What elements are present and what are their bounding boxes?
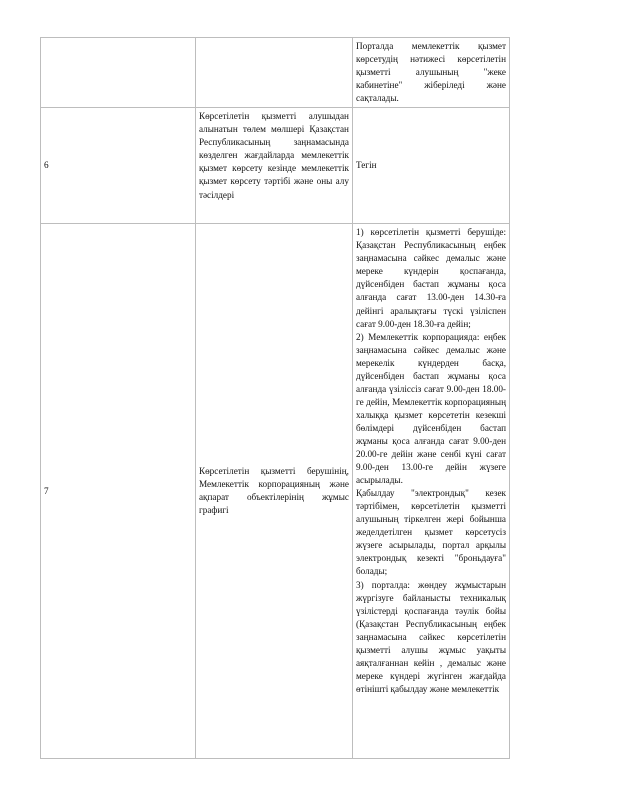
- row-name-cell: Көрсетілетін қызметті берушінің, Мемлекеттік корпорацияның және ақпарат объектілерінің жұмыс графигі: [195, 224, 352, 759]
- table-row: [41, 108, 510, 224]
- row-number-cell: 7: [41, 224, 196, 759]
- row-number-cell: 6: [41, 108, 196, 224]
- row-value-cell: 1) көрсетілетін қызметті берушіде: Қазақстан Республикасының еңбек заңнамасына сәйкес демалыс және мереке күндерін қоспағанда, дүйсенбіден бастап жұманы қоса алғанда сағат 13.00-ден 14.30-ға дейінгі аралықтағы түскі үзіліспен сағат 9.00-ден 18.30-ға дейін; 2) Мемлекеттік корпорацияда: еңбек заңнамасына сәйкес демалыс және мерекелік күндерден басқа, дүйсенбіден бастап жұманы қоса алғанда үзіліссіз сағат 9.00-ден 18.00-ге дейін, Мемлекеттік корпорацияның халыққа қызмет көрсететін кезекші бөлімдері дүйсенбіден бастап жұманы қоса алғанда сағат 9.00-ден 20.00-ге дейін және сенбі күні сағат 9.00-ден 13.00-ге дейін жүзеге асырылады. Қабылдау "электрондық" кезек тәртібімен, көрсетілетін қызметті алушының тіркелген жері бойынша жеделдетілген қызмет көрсетусіз жүзеге асырылады, портал арқылы электрондық кезекті "броньдауға" болады; 3) порталда: жөндеу жұмыстарын жүргізуге байланысты техникалық үзілістерді қоспағанда тәулік бойы (Қазақстан Республикасының еңбек заңнамасына сәйкес көрсетілетін қызметті алушы жұмыс уақыты аяқталғаннан кейін , демалыс және мереке күндері жүгінген жағдайда өтінішті қабылдау және мемлекеттік: [352, 224, 509, 759]
- table-row: [41, 224, 510, 759]
- row-name-cell: Көрсетілетін қызметті алушыдан алынатын төлем мөлшері Қазақстан Республикасының заңнамасында көзделген жағдайларда мемлекеттік қызмет көрсету кезінде мемлекеттік қызмет көрсету тәртібі және оны алу тәсілдері: [195, 108, 352, 224]
- row-number-cell: [41, 38, 196, 108]
- table-row: [41, 38, 510, 108]
- row-value-cell: Тегін: [352, 108, 509, 224]
- services-standard-table: [40, 37, 510, 759]
- row-value-cell: Порталда мемлекеттік қызмет көрсетудің нәтижесі көрсетілетін қызметті алушының "жеке кабинетіне" жіберіледі және сақталады.: [352, 38, 509, 108]
- row-name-cell: [195, 38, 352, 108]
